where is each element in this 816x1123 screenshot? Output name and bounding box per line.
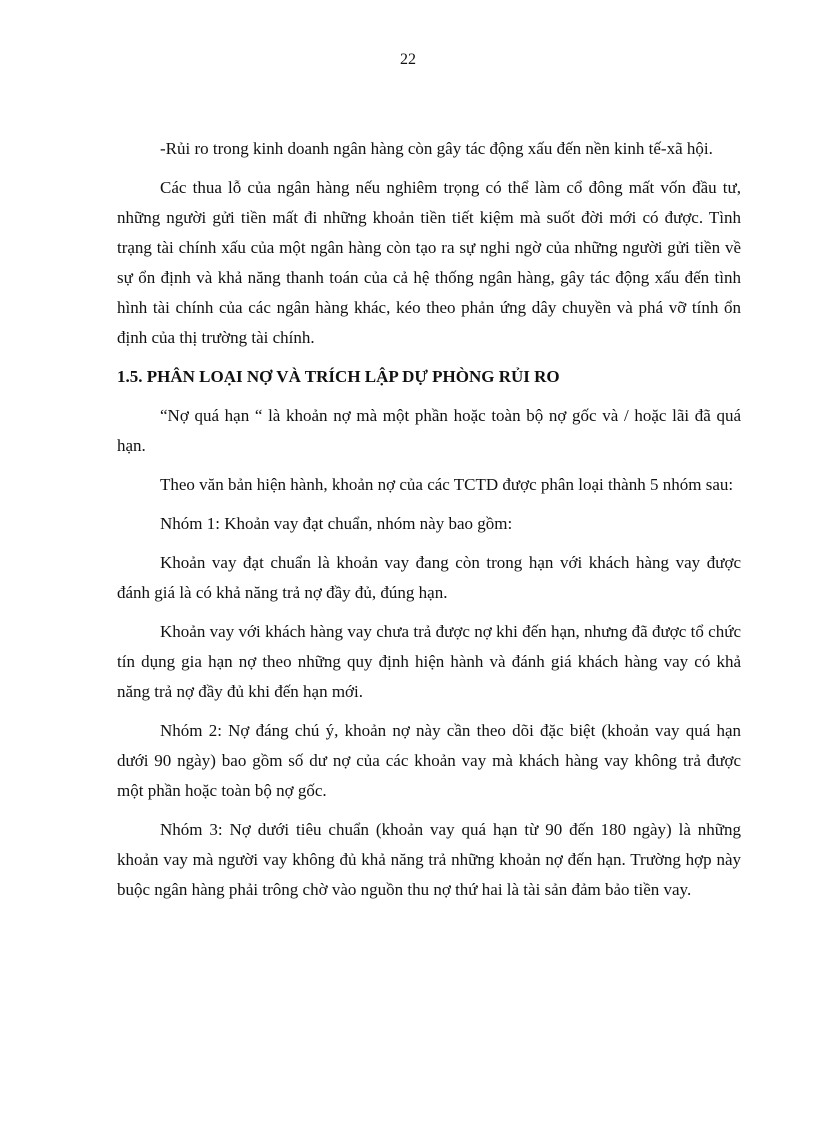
page-number: 22	[400, 51, 416, 68]
paragraph-group-1: Nhóm 1: Khoản vay đạt chuẩn, nhóm này bao gồm:	[160, 514, 513, 533]
paragraph-losses: Các thua lỗ của ngân hàng nếu nghiêm trọng có thể làm cổ đông mất vốn đầu tư, những người gửi tiền mất đi những khoản tiền tiết kiệm mà suốt đời mới có được. Tình trạng tài chính xấu của một ngân hàng còn tạo ra sự nghi ngờ của những người gửi tiền về sự ổn định và khả năng thanh toán của cả hệ thống ngân hàng, gây tác động xấu đến tình hình tài chính của các ngân hàng khác, kéo theo phản ứng dây chuyền và phá vỡ tính ổn định của thị trường tài chính.	[117, 178, 741, 347]
paragraph-extended-loan: Khoản vay với khách hàng vay chưa trả được nợ khi đến hạn, nhưng đã được tổ chức tín dụng gia hạn nợ theo những quy định hiện hành và đánh giá khách hàng vay có khả năng trả nợ đầy đủ khi đến hạn mới.	[117, 622, 741, 701]
document-body	[117, 134, 741, 914]
section-heading: 1.5. PHÂN LOẠI NỢ VÀ TRÍCH LẬP DỰ PHÒNG RỦI RO	[117, 367, 560, 386]
paragraph-social-impact: -Rủi ro trong kinh doanh ngân hàng còn gây tác động xấu đến nền kinh tế-xã hội.	[160, 139, 713, 158]
paragraph-standard-loan: Khoản vay đạt chuẩn là khoản vay đang còn trong hạn với khách hàng vay được đánh giá là có khả năng trả nợ đầy đủ, đúng hạn.	[117, 553, 741, 602]
paragraph-group-3: Nhóm 3: Nợ dưới tiêu chuẩn (khoản vay quá hạn từ 90 đến 180 ngày) là những khoản vay mà người vay không đủ khả năng trả những khoản nợ đến hạn. Trường hợp này buộc ngân hàng phải trông chờ vào nguồn thu nợ thứ hai là tài sản đảm bảo tiền vay.	[117, 820, 741, 899]
paragraph-group-2: Nhóm 2: Nợ đáng chú ý, khoản nợ này cần theo dõi đặc biệt (khoản vay quá hạn dưới 90 ngày) bao gồm số dư nợ của các khoản vay mà khách hàng vay không trả được một phần hoặc toàn bộ nợ gốc.	[117, 721, 741, 800]
paragraph-classification: Theo văn bản hiện hành, khoản nợ của các TCTD được phân loại thành 5 nhóm sau:	[160, 475, 734, 494]
paragraph-overdue-definition: “Nợ quá hạn “ là khoản nợ mà một phần hoặc toàn bộ nợ gốc và / hoặc lãi đã quá hạn.	[117, 406, 741, 455]
